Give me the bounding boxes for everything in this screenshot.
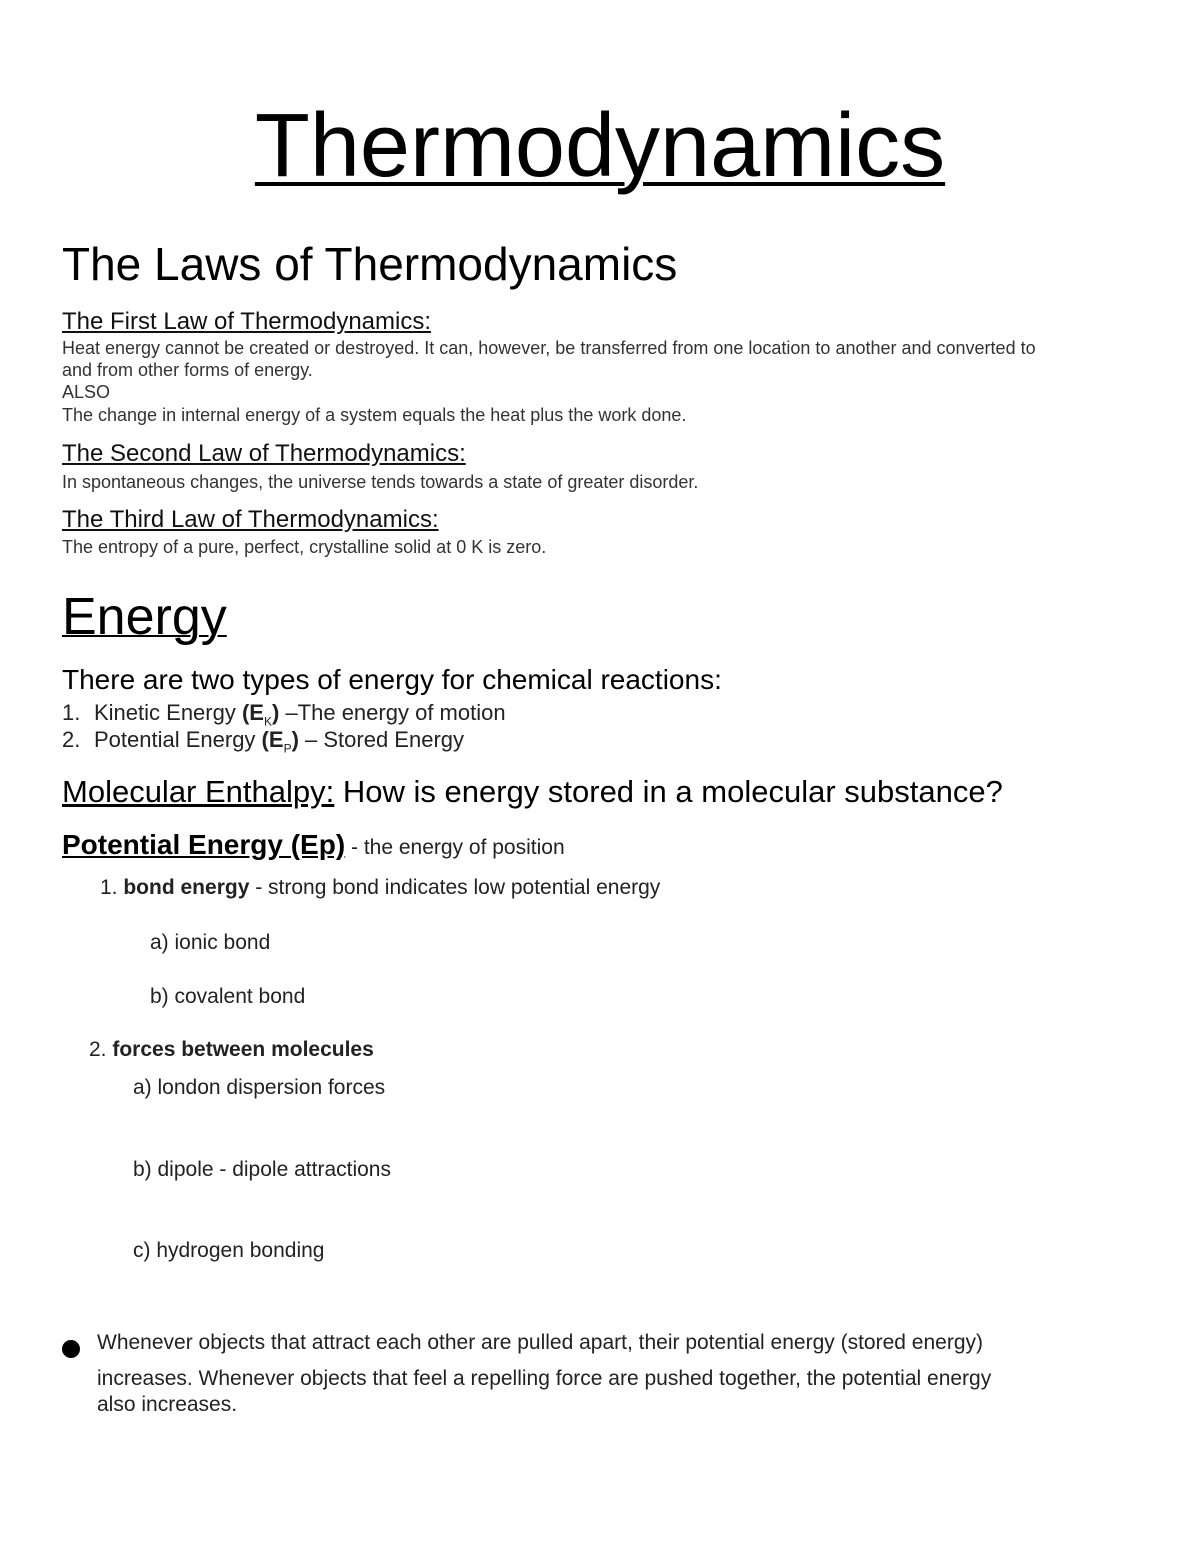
energy-subscript: P (283, 741, 292, 756)
molecular-enthalpy-label: Molecular Enthalpy: (62, 774, 335, 809)
third-law-heading: The Third Law of Thermodynamics: (62, 506, 439, 533)
bullet-paragraph (97, 1330, 1137, 1418)
bullet-icon (62, 1340, 80, 1358)
forces-item (89, 1037, 374, 1063)
list-number: 2. (62, 727, 81, 752)
laws-heading: The Laws of Thermodynamics (62, 238, 678, 290)
first-law-text-2: and from other forms of energy. (62, 360, 313, 380)
bullet-line-1: Whenever objects that attract each other are pulled apart, their potential energy (stored energy) (97, 1331, 983, 1354)
forces-label: forces between molecules (112, 1038, 374, 1061)
first-law-heading: The First Law of Thermodynamics: (62, 308, 432, 335)
list-number: 1. (62, 700, 81, 725)
energy-heading: Energy (62, 588, 227, 646)
bullet-line-3: also increases. (97, 1393, 238, 1416)
bullet-line-2: increases. Whenever objects that feel a repelling force are pushed together, the potential energy (97, 1367, 992, 1390)
first-law-text-1: Heat energy cannot be created or destroyed. It can, however, be transferred from one location to another and converted to (62, 338, 1036, 358)
bond-energy-desc: - strong bond indicates low potential energy (249, 876, 661, 899)
dipole-dipole-item: b) dipole - dipole attractions (133, 1158, 391, 1181)
third-law-text: The entropy of a pure, perfect, crystalline solid at 0 K is zero. (62, 537, 547, 557)
first-law-text-3: The change in internal energy of a system equals the heat plus the work done. (62, 405, 687, 425)
energy-type-name: Potential Energy (94, 727, 262, 752)
bond-energy-label: bond energy (123, 876, 250, 899)
molecular-enthalpy-question: How is energy stored in a molecular substance? (334, 774, 1003, 809)
potential-energy-heading (62, 827, 565, 866)
hydrogen-bonding-item: c) hydrogen bonding (133, 1239, 325, 1262)
energy-type-desc: – Stored Energy (298, 727, 465, 752)
list-number: 1. (100, 876, 124, 899)
energy-symbol: E (268, 727, 284, 752)
energy-type-desc: –The energy of motion (279, 700, 506, 725)
energy-symbol: E (249, 700, 264, 725)
second-law-text: In spontaneous changes, the universe tends towards a state of greater disorder. (62, 472, 699, 492)
page-title: Thermodynamics (254, 96, 946, 196)
london-dispersion-item: a) london dispersion forces (133, 1076, 386, 1099)
ionic-bond-item: a) ionic bond (150, 931, 271, 954)
potential-energy-desc: - the energy of position (345, 836, 565, 859)
molecular-enthalpy (62, 773, 1003, 811)
first-law-also: ALSO (62, 382, 111, 402)
covalent-bond-item: b) covalent bond (150, 985, 306, 1008)
energy-types-heading: There are two types of energy for chemical reactions: (62, 664, 722, 695)
list-number: 2. (89, 1038, 113, 1061)
energy-subscript: K (263, 714, 272, 729)
bond-energy-item (100, 875, 660, 901)
second-law-heading: The Second Law of Thermodynamics: (62, 440, 466, 467)
energy-type-name: Kinetic Energy (94, 700, 242, 725)
energy-type-kinetic: 1. Kinetic Energy $(E_K)$ –The energy of motion (62, 700, 506, 729)
energy-type-potential: 2. Potential Energy $(E_P)$ – Stored Energy (62, 727, 465, 756)
potential-energy-label: Potential Energy (Ep) (62, 829, 346, 860)
